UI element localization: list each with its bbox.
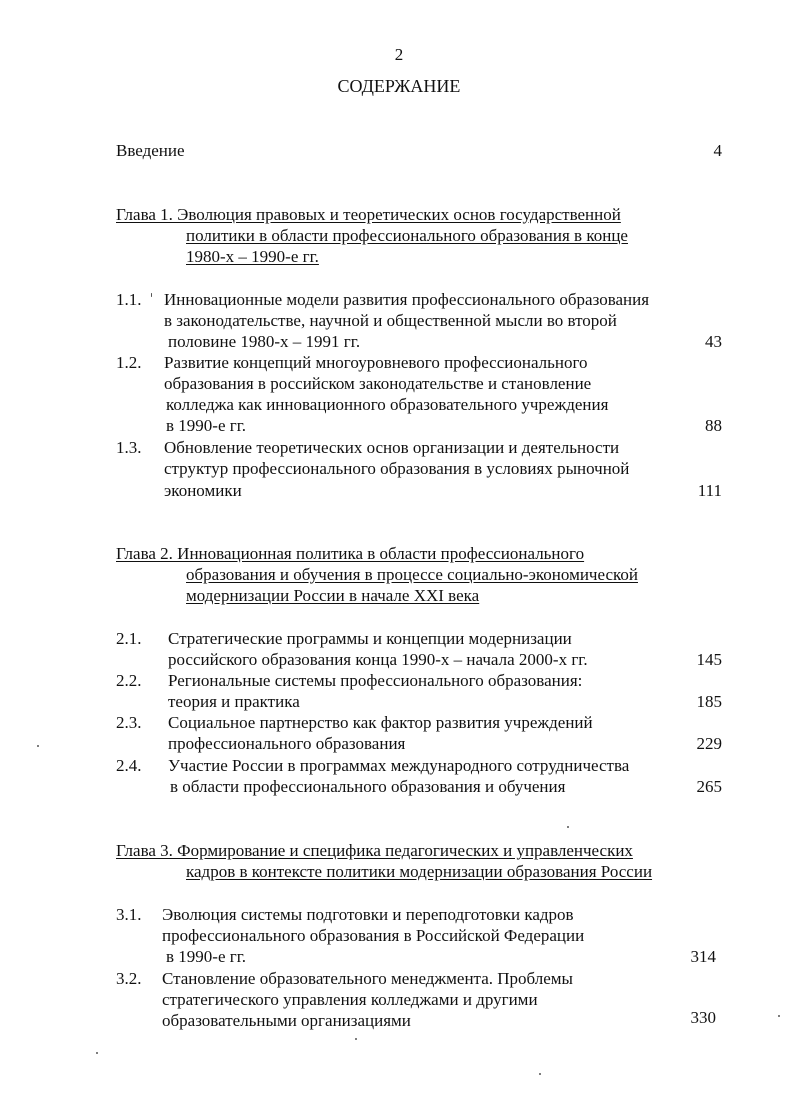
section-page: 229 xyxy=(696,734,722,753)
section-page: 265 xyxy=(696,777,722,796)
scan-speck xyxy=(96,1052,98,1054)
section-number: 1.3. xyxy=(116,438,142,457)
chapter-3-line: Глава 3. Формирование и специфика педагогических и управленческих xyxy=(116,841,633,860)
section-title-line: колледжа как инновационного образовательного учреждения xyxy=(166,395,609,414)
page-number: 2 xyxy=(394,45,404,64)
section-page: 145 xyxy=(696,650,722,669)
section-title-line: Инновационные модели развития профессионального образования xyxy=(164,290,650,309)
section-title-line: Становление образовательного менеджмента. Проблемы xyxy=(162,969,573,988)
section-number: 3.1. xyxy=(116,905,142,924)
section-title-line: Стратегические программы и концепции модернизации xyxy=(168,629,572,648)
section-title-line: Развитие концепций многоуровневого профессионального xyxy=(164,353,588,372)
section-number: 2.4. xyxy=(116,756,142,775)
section-number: 1.1. xyxy=(116,290,142,309)
chapter-2-line: образования и обучения в процессе социально-экономической xyxy=(186,565,638,584)
chapter-2-line: модернизации России в начале XXI века xyxy=(186,586,480,605)
section-page: 43 xyxy=(705,332,722,351)
section-title-line: экономики xyxy=(164,481,242,500)
section-page: 88 xyxy=(705,416,722,435)
page-title: СОДЕРЖАНИЕ xyxy=(337,76,461,96)
section-page: 330 xyxy=(690,1008,716,1027)
section-number: 2.2. xyxy=(116,671,142,690)
section-number: 1.2. xyxy=(116,353,142,372)
chapter-1-line: Глава 1. Эволюция правовых и теоретических основ государственной xyxy=(116,205,621,224)
section-title-line: теория и практика xyxy=(168,692,300,711)
section-title-line: Региональные системы профессионального образования: xyxy=(168,671,583,690)
chapter-1-line: 1980-х – 1990-е гг. xyxy=(186,247,319,266)
toc-intro-page: 4 xyxy=(713,141,722,160)
section-page: 314 xyxy=(690,947,716,966)
section-number: 3.2. xyxy=(116,969,142,988)
section-title-line: Обновление теоретических основ организации и деятельности xyxy=(164,438,620,457)
section-title-line: российского образования конца 1990-х – начала 2000-х гг. xyxy=(168,650,588,669)
section-title-line: Социальное партнерство как фактор развития учреждений xyxy=(168,713,593,732)
section-number: 2.3. xyxy=(116,713,142,732)
chapter-3-line: кадров в контексте политики модернизации образования России xyxy=(186,862,653,881)
section-title-line: в 1990-е гг. xyxy=(166,947,247,966)
section-title-line: в законодательстве, научной и общественной мысли во второй xyxy=(164,311,617,330)
scan-speck xyxy=(151,293,152,297)
section-title-line: структур профессионального образования в условиях рыночной xyxy=(164,459,630,478)
section-page: 185 xyxy=(696,692,722,711)
section-title-line: Участие России в программах международного сотрудничества xyxy=(168,756,630,775)
scan-speck xyxy=(355,1038,357,1040)
chapter-2-line: Глава 2. Инновационная политика в области профессионального xyxy=(116,544,585,563)
section-title-line: профессионального образования в Российской Федерации xyxy=(162,926,585,945)
toc-intro-label: Введение xyxy=(116,141,185,160)
section-title-line: половине 1980-х – 1991 гг. xyxy=(168,332,361,351)
section-number: 2.1. xyxy=(116,629,142,648)
section-title-line: стратегического управления колледжами и другими xyxy=(162,990,538,1009)
scan-speck xyxy=(567,826,569,828)
section-title-line: Эволюция системы подготовки и переподготовки кадров xyxy=(162,905,574,924)
section-title-line: профессионального образования xyxy=(168,734,406,753)
section-title-line: образовательными организациями xyxy=(162,1011,411,1030)
section-title-line: в области профессионального образования и обучения xyxy=(170,777,566,796)
chapter-1-line: политики в области профессионального образования в конце xyxy=(186,226,628,245)
scan-speck xyxy=(778,1015,780,1017)
section-title-line: в 1990-е гг. xyxy=(166,416,247,435)
scan-speck xyxy=(37,745,39,747)
section-title-line: образования в российском законодательстве и становление xyxy=(164,374,592,393)
scan-speck xyxy=(539,1073,541,1075)
section-page: 111 xyxy=(697,481,722,500)
